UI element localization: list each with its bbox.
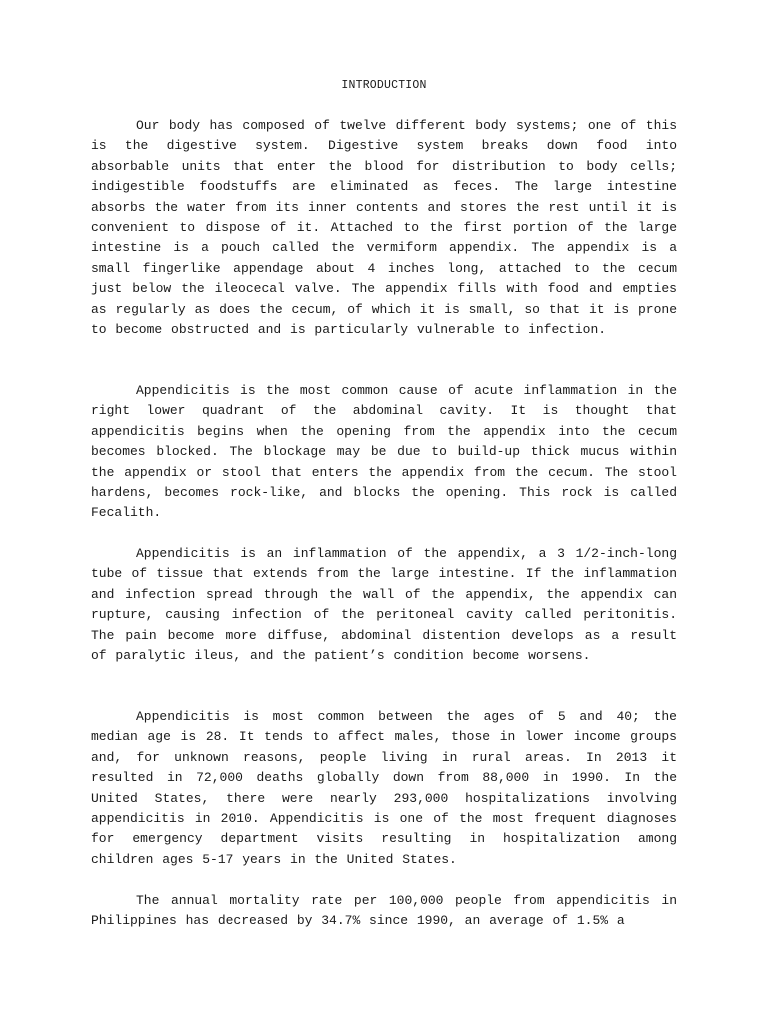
document-title: INTRODUCTION: [341, 79, 427, 92]
paragraph-philippines-mortality: The annual mortality rate per 100,000 people from appendicitis in Philippines has decreased by 34.7% since 1990, an average of 1.5% a: [91, 893, 677, 929]
paragraph-appendicitis-cause: Appendicitis is the most common cause of acute inflammation in the right lower quadrant of the abdominal cavity. It is thought that appendicitis begins when the opening from the appendix into the cecum becomes blocked. The blockage may be due to build-up thick mucus within the appendix or stool that enters the appendix from the cecum. The stool hardens, becomes rock-like, and blocks the opening. This rock is called Fecalith.: [91, 383, 677, 521]
paragraph-digestive-system: Our body has composed of twelve different body systems; one of this is the digestive system. Digestive system breaks down food into absorbable units that enter the blood for distribution to body cells; indigestible foodstuffs are eliminated as feces. The large intestine absorbs the water from its inner contents and stores the rest until it is convenient to dispose of it. Attached to the first portion of the large intestine is a pouch called the vermiform appendix. The appendix is a small fingerlike appendage about 4 inches long, attached to the cecum just below the ileocecal valve. The appendix fills with food and empties as regularly as does the cecum, of which it is small, so that it is prone to become obstructed and is particularly vulnerable to infection.: [91, 118, 677, 338]
paragraph-appendicitis-definition: Appendicitis is an inflammation of the appendix, a 3 1/2-inch-long tube of tissue that extends from the large intestine. If the inflammation and infection spread through the wall of the appendix, the appendix can rupture, causing infection of the peritoneal cavity called peritonitis. The pain become more diffuse, abdominal distention develops as a result of paralytic ileus, and the patient’s condition become worsens.: [91, 546, 677, 664]
paragraph-appendicitis-epidemiology: Appendicitis is most common between the ages of 5 and 40; the median age is 28. It tends to affect males, those in lower income groups and, for unknown reasons, people living in rural areas. In 2013 it resulted in 72,000 deaths globally down from 88,000 in 1990. In the United States, there were nearly 293,000 hospitalizations involving appendicitis in 2010. Appendicitis is one of the most frequent diagnoses for emergency department visits resulting in hospitalization among children ages 5-17 years in the United States.: [91, 709, 677, 867]
